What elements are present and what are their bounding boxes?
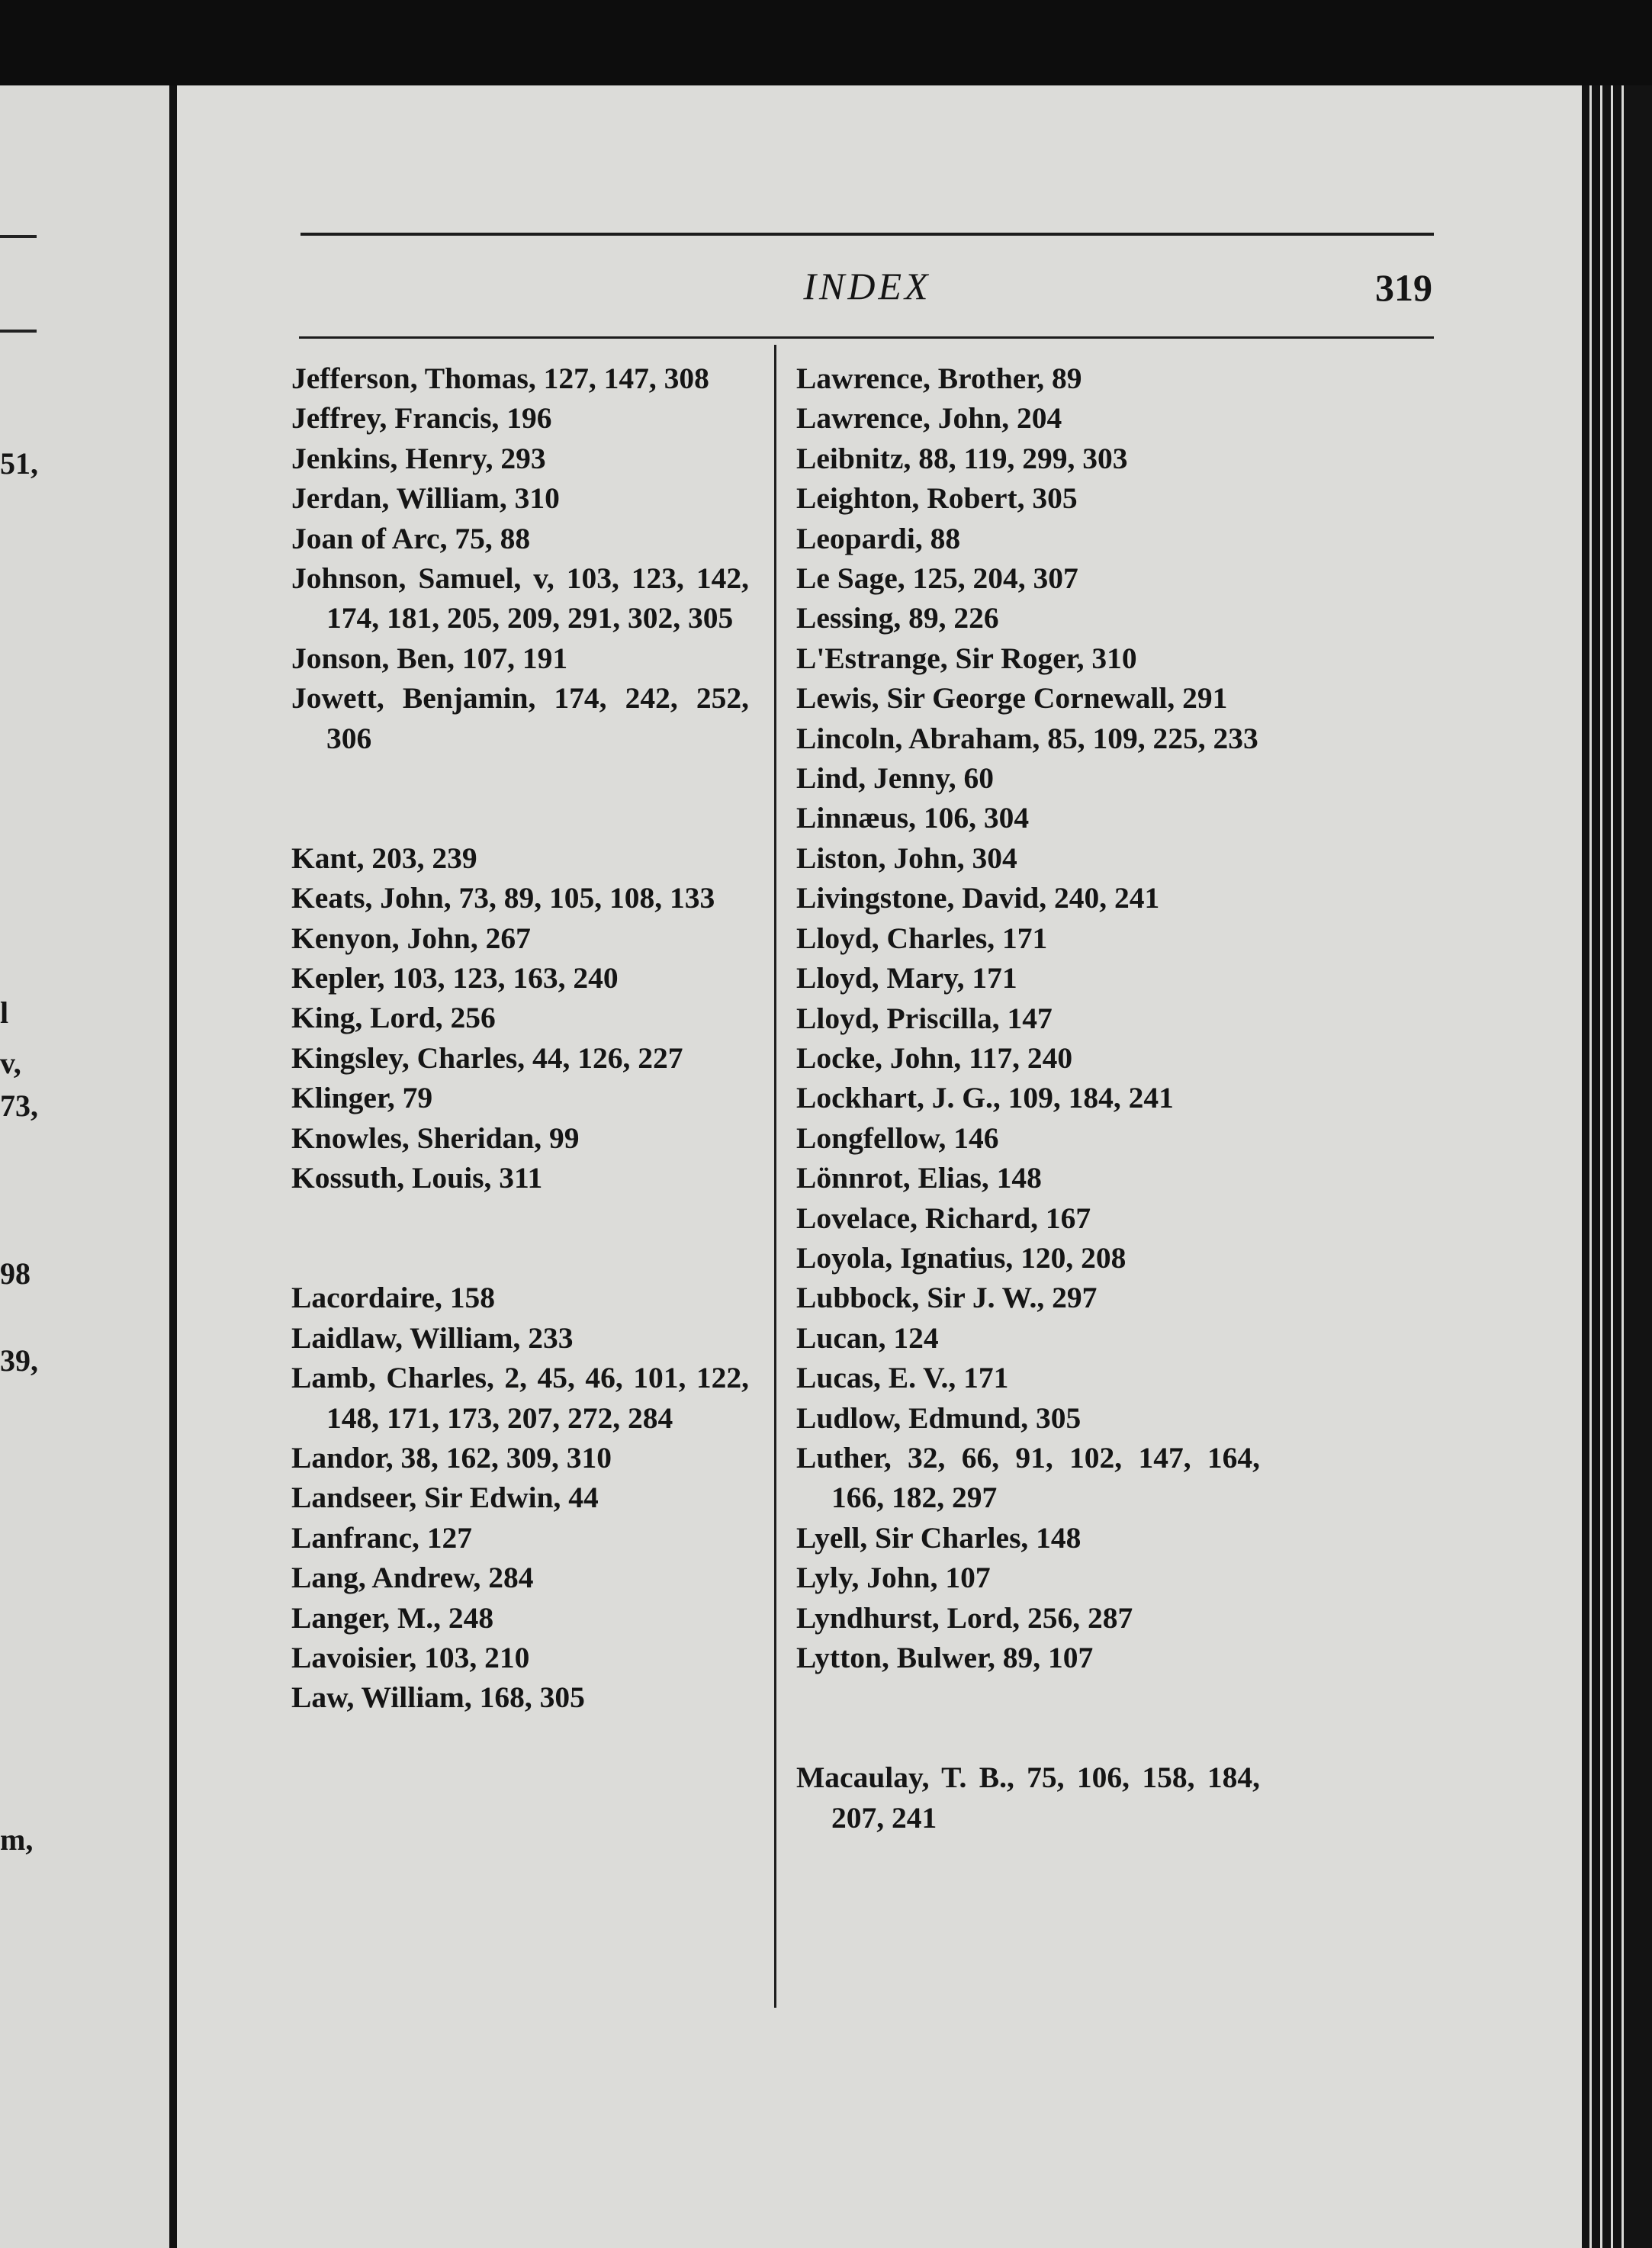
index-entry: Locke, John, 117, 240: [796, 1040, 1073, 1075]
index-entry: Leibnitz, 88, 119, 299, 303: [796, 441, 1128, 475]
page-edge-line: [1611, 85, 1613, 2248]
letter-group-gap: [291, 758, 749, 838]
facing-page-fragment: 39,: [0, 1343, 38, 1378]
index-entry: Jonson, Ben, 107, 191: [291, 641, 568, 675]
page-edge-line: [1589, 85, 1592, 2248]
index-page: [177, 85, 1582, 2248]
index-entry: Jenkins, Henry, 293: [291, 441, 546, 475]
index-column-right: [796, 359, 1260, 1838]
index-entry: Lönnrot, Elias, 148: [796, 1161, 1042, 1195]
index-entry: Kingsley, Charles, 44, 126, 227: [291, 1040, 683, 1075]
facing-page-fragment: 73,: [0, 1089, 38, 1123]
facing-page-fragment: m,: [0, 1822, 34, 1857]
index-entry: Lloyd, Mary, 171: [796, 961, 1017, 995]
index-entry: Lamb, Charles, 2, 45, 46, 101, 122, 148, 171, 173, 207, 272, 284: [291, 1361, 749, 1435]
header-rule-top: [301, 233, 1434, 236]
facing-page-fragment: 51,: [0, 446, 38, 481]
book-gutter: [169, 85, 177, 2248]
index-entry: Lewis, Sir George Cornewall, 291: [796, 681, 1228, 716]
index-entry: Lyly, John, 107: [796, 1561, 991, 1595]
index-entry: Lovelace, Richard, 167: [796, 1201, 1091, 1235]
page-edge-line: [1600, 85, 1602, 2248]
index-entry: Lavoisier, 103, 210: [291, 1640, 530, 1674]
index-entry: Jowett, Benjamin, 174, 242, 252, 306: [291, 681, 749, 755]
index-entry: Leopardi, 88: [796, 521, 961, 555]
page-number: 319: [1375, 266, 1432, 309]
index-entry: Lyndhurst, Lord, 256, 287: [796, 1600, 1133, 1635]
index-entry: Lucas, E. V., 171: [796, 1361, 1009, 1395]
index-entry: Loyola, Ignatius, 120, 208: [796, 1240, 1127, 1275]
index-entry: Lawrence, John, 204: [796, 401, 1062, 436]
facing-page-edge: [0, 85, 169, 2248]
index-entry: Kenyon, John, 267: [291, 921, 531, 955]
index-entry: Lang, Andrew, 284: [291, 1561, 534, 1595]
index-entry: L'Estrange, Sir Roger, 310: [796, 641, 1137, 675]
index-entry: Keats, John, 73, 89, 105, 108, 133: [291, 881, 715, 915]
index-entry: Macaulay, T. B., 75, 106, 158, 184, 207, 241: [796, 1761, 1260, 1835]
index-entry: Jeffrey, Francis, 196: [291, 401, 552, 436]
header-rule-bottom: [299, 336, 1434, 339]
index-entry: Ludlow, Edmund, 305: [796, 1401, 1082, 1435]
index-entry: Liston, John, 304: [796, 841, 1017, 875]
index-entry: Lincoln, Abraham, 85, 109, 225, 233: [796, 721, 1258, 755]
index-entry: Lessing, 89, 226: [796, 601, 999, 635]
index-entry: Lytton, Bulwer, 89, 107: [796, 1641, 1094, 1674]
index-entry: Landseer, Sir Edwin, 44: [291, 1481, 599, 1515]
index-column-left: [291, 359, 749, 1718]
index-entry: Le Sage, 125, 204, 307: [796, 561, 1078, 596]
index-entry: Lloyd, Priscilla, 147: [796, 1001, 1053, 1035]
facing-page-fragment: 98: [0, 1256, 31, 1291]
index-entry: Kepler, 103, 123, 163, 240: [291, 961, 619, 995]
page-edge-line: [1621, 85, 1624, 2248]
index-entry: Klinger, 79: [291, 1081, 433, 1115]
index-entry: Leighton, Robert, 305: [796, 481, 1078, 516]
letter-group-gap: [796, 1677, 1260, 1758]
index-entry: Kossuth, Louis, 311: [291, 1161, 543, 1195]
index-entry: Lucan, 124: [796, 1320, 939, 1355]
index-entry: Lubbock, Sir J. W., 297: [796, 1281, 1098, 1315]
index-entry: Lacordaire, 158: [291, 1281, 495, 1315]
index-entry: Linnæus, 106, 304: [796, 801, 1030, 835]
index-entry: Knowles, Sheridan, 99: [291, 1121, 580, 1155]
index-entry: Lockhart, J. G., 109, 184, 241: [796, 1081, 1174, 1115]
index-entry: Lloyd, Charles, 171: [796, 921, 1048, 955]
page-stack-edge: [1582, 85, 1652, 2248]
index-entry: Livingstone, David, 240, 241: [796, 881, 1160, 915]
facing-page-fragment: l: [0, 995, 9, 1030]
column-divider: [774, 345, 776, 2008]
index-entry: Johnson, Samuel, v, 103, 123, 142, 174, 181, 205, 209, 291, 302, 305: [291, 561, 749, 635]
index-entry: King, Lord, 256: [291, 1001, 496, 1035]
index-entry: Lind, Jenny, 60: [796, 761, 995, 796]
running-title: INDEX: [803, 265, 931, 307]
index-entry: Joan of Arc, 75, 88: [291, 521, 531, 555]
index-entry: Lyell, Sir Charles, 148: [796, 1520, 1082, 1555]
scan-top-border: [0, 0, 1652, 85]
index-entry: Kant, 203, 239: [291, 841, 477, 875]
facing-page-fragment: v,: [0, 1046, 21, 1080]
index-entry: Laidlaw, William, 233: [291, 1320, 574, 1355]
index-entry: Lawrence, Brother, 89: [796, 362, 1082, 395]
index-entry: Jerdan, William, 310: [291, 481, 560, 516]
index-entry: Landor, 38, 162, 309, 310: [291, 1440, 612, 1475]
index-entry: Jefferson, Thomas, 127, 147, 308: [291, 362, 709, 395]
index-entry: Langer, M., 248: [291, 1600, 494, 1635]
index-entry: Lanfranc, 127: [291, 1520, 472, 1555]
index-entry: Longfellow, 146: [796, 1121, 999, 1155]
index-entry: Luther, 32, 66, 91, 102, 147, 164, 166, 182, 297: [796, 1440, 1260, 1515]
facing-page-rule: [0, 235, 37, 238]
letter-group-gap: [291, 1198, 749, 1278]
index-entry: Law, William, 168, 305: [291, 1680, 585, 1715]
facing-page-rule: [0, 330, 37, 333]
